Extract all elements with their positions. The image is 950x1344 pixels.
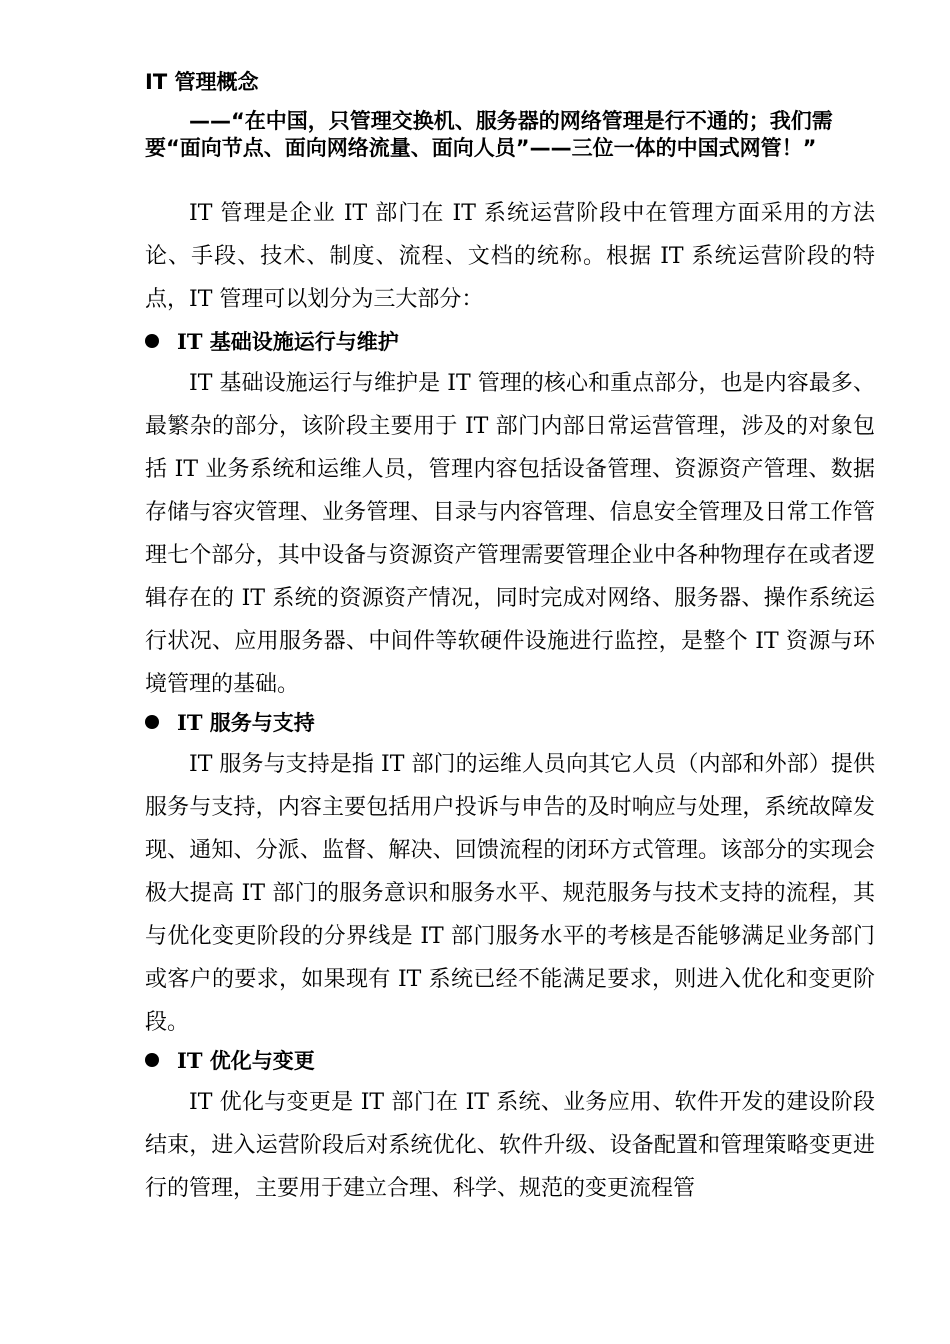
section-paragraph-infrastructure: IT 基础设施运行与维护是 IT 管理的核心和重点部分，也是内容最多、最繁杂的部分，该阶段主要用于 IT 部门内部日常运营管理，涉及的对象包括 IT 业务系统和运维人员，管理内容包括设备管理、资源资产管理、数据存储与容灾管理、业务管理、目录与内容管理、信息安全管理及日常工作管理七个部分，其中设备与资源资产管理需要管理企业中各种物理存在或者逻辑存在的 IT 系统的资源资产情况，同时完成对网络、服务器、操作系统运行状况、应用服务器、中间件等软硬件设施进行监控，是整个 IT 资源与环境管理的基础。	[145, 371, 875, 697]
section-heading-text: IT 优化与变更	[177, 1048, 315, 1073]
section-heading-infrastructure	[145, 326, 875, 358]
page-title: IT 管理概念	[145, 70, 259, 94]
section-heading-text: IT 服务与支持	[177, 710, 315, 735]
intro-paragraph: IT 管理是企业 IT 部门在 IT 系统运营阶段中在管理方面采用的方法论、手段、技术、制度、流程、文档的统称。根据 IT 系统运营阶段的特点，IT 管理可以划分为三大部分：	[145, 201, 875, 312]
section-paragraph-service-support: IT 服务与支持是指 IT 部门的运维人员向其它人员（内部和外部）提供服务与支持，内容主要包括用户投诉与申告的及时响应与处理，系统故障发现、通知、分派、监督、解决、回馈流程的闭环方式管理。该部分的实现会极大提高 IT 部门的服务意识和服务水平、规范服务与技术支持的流程，其与优化变更阶段的分界线是 IT 部门服务水平的考核是否能够满足业务部门或客户的要求，如果现有 IT 系统已经不能满足要求，则进入优化和变更阶段。	[145, 752, 875, 1035]
bullet-icon	[145, 334, 159, 348]
bullet-icon	[145, 1053, 159, 1067]
epigraph-quote: ——“在中国，只管理交换机、服务器的网络管理是行不通的；我们需要“面向节点、面向网络流量、面向人员”——三位一体的中国式网管！”	[145, 109, 833, 160]
section-paragraph-optimization-change: IT 优化与变更是 IT 部门在 IT 系统、业务应用、软件开发的建设阶段结束，进入运营阶段后对系统优化、软件升级、设备配置和管理策略变更进行的管理，主要用于建立合理、科学、规范的变更流程管	[145, 1090, 875, 1201]
section-heading-optimization-change	[145, 1045, 875, 1077]
bullet-icon	[145, 715, 159, 729]
section-heading-service-support	[145, 707, 875, 739]
section-heading-text: IT 基础设施运行与维护	[177, 329, 399, 354]
